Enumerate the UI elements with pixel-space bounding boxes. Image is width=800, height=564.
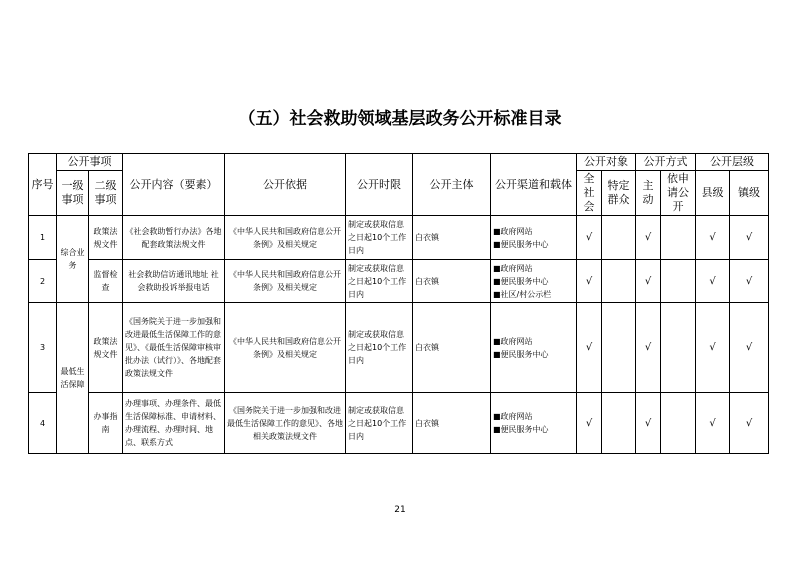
header-seq: 序号: [29, 154, 57, 216]
check-county: √: [696, 260, 730, 303]
seq: 3: [29, 303, 57, 393]
content: 《社会救助暂行办法》各地配套政策法规文件: [123, 216, 225, 260]
header-method: 公开方式: [636, 154, 696, 171]
channel-item: ■便民服务中心: [493, 425, 549, 434]
table-row: [29, 393, 769, 454]
check-specific: [602, 260, 636, 303]
header-town: 镇级: [730, 171, 769, 216]
check-specific: [602, 393, 636, 454]
check-all: √: [577, 393, 602, 454]
page-title: （五）社会救助领域基层政务公开标准目录: [238, 109, 562, 129]
time: 制定或获取信息之日起10个工作日内: [346, 393, 413, 454]
basis: 《中华人民共和国政府信息公开条例》及相关规定: [225, 303, 346, 393]
channel-item: ■政府网站: [493, 226, 533, 236]
table-row: [29, 303, 769, 393]
table-row: [29, 260, 769, 303]
check-county: √: [696, 216, 730, 260]
header-all: 全社会: [577, 171, 602, 216]
channel-item: ■社区/村公示栏: [493, 289, 552, 299]
level2: 办事指南: [89, 393, 123, 454]
page-number: 21: [394, 505, 406, 515]
check-apply: [661, 393, 696, 454]
header-items: 公开事项: [57, 154, 123, 171]
content: 社会救助信访通讯地址 社会救助投诉举报电话: [123, 260, 225, 303]
check-county: √: [696, 393, 730, 454]
header-specific: 特定群众: [602, 171, 636, 216]
check-active: √: [636, 260, 661, 303]
check-town: √: [730, 393, 769, 454]
header-subject: 公开主体: [413, 154, 491, 216]
group-label: 最低生活保障: [57, 303, 89, 454]
check-all: √: [577, 216, 602, 260]
header-apply: 依申请公开: [661, 171, 696, 216]
check-active: √: [636, 216, 661, 260]
header-time: 公开时限: [346, 154, 413, 216]
check-all: √: [577, 260, 602, 303]
header-level: 公开层级: [696, 154, 769, 171]
content: 《国务院关于进一步加强和改进最低生活保障工作的意见》、《最低生活保障审核审批办法（试行）》、各地配套政策法规文件: [123, 303, 225, 393]
header-target: 公开对象: [577, 154, 636, 171]
check-active: √: [636, 393, 661, 454]
channel-item: ■便民服务中心: [493, 349, 549, 359]
level2: 政策法规文件: [89, 303, 123, 393]
header-channel: 公开渠道和载体: [491, 154, 577, 216]
subject: 白衣镇: [413, 216, 491, 260]
channel-item: ■政府网站: [493, 263, 533, 273]
subject: 白衣镇: [413, 260, 491, 303]
seq: 4: [29, 393, 57, 454]
time: 制定或获取信息之日起10个工作日内: [346, 303, 413, 393]
channel: [491, 393, 577, 454]
header-county: 县级: [696, 171, 730, 216]
header-basis: 公开依据: [225, 154, 346, 216]
channel: [491, 303, 577, 393]
check-town: √: [730, 216, 769, 260]
basis: 《中华人民共和国政府信息公开条例》及相关规定: [225, 216, 346, 260]
check-apply: [661, 260, 696, 303]
standards-table: [28, 153, 769, 454]
channel-item: ■政府网站: [493, 412, 533, 421]
header-active: 主动: [636, 171, 661, 216]
basis: 《国务院关于进一步加强和改进最低生活保障工作的意见》、各地相关政策法规文件: [225, 393, 346, 454]
time: 制定或获取信息之日起10个工作日内: [346, 216, 413, 260]
seq: 2: [29, 260, 57, 303]
basis: 《中华人民共和国政府信息公开条例》及相关规定: [225, 260, 346, 303]
channel: [491, 216, 577, 260]
channel-item: ■便民服务中心: [493, 276, 549, 286]
table-row: [29, 216, 769, 260]
header-level1: 一级事项: [57, 171, 89, 216]
subject: 白衣镇: [413, 303, 491, 393]
seq: 1: [29, 216, 57, 260]
check-apply: [661, 216, 696, 260]
check-specific: [602, 303, 636, 393]
channel-item: ■政府网站: [493, 336, 533, 346]
check-apply: [661, 303, 696, 393]
header-content: 公开内容（要素）: [123, 154, 225, 216]
check-county: √: [696, 303, 730, 393]
content: 办理事项、办理条件、最低生活保障标准、申请材料、办理流程、办理时间、地点、联系方式: [123, 393, 225, 454]
check-town: √: [730, 260, 769, 303]
channel: [491, 260, 577, 303]
level2: 监督检查: [89, 260, 123, 303]
level2: 政策法规文件: [89, 216, 123, 260]
subject: 白衣镇: [413, 393, 491, 454]
group-label: 综合业务: [57, 216, 89, 303]
check-all: √: [577, 303, 602, 393]
time: 制定或获取信息之日起10个工作日内: [346, 260, 413, 303]
check-town: √: [730, 303, 769, 393]
header-level2: 二级事项: [89, 171, 123, 216]
channel-item: ■便民服务中心: [493, 239, 549, 249]
check-specific: [602, 216, 636, 260]
check-active: √: [636, 303, 661, 393]
